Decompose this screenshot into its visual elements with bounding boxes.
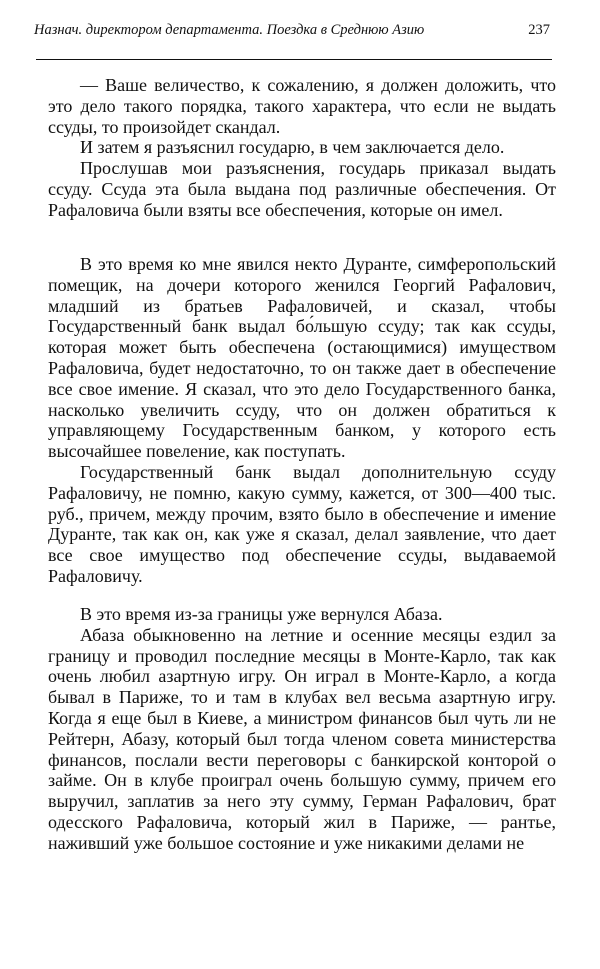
paragraph: Абаза обыкновенно на летние и осенние месяцы ездил за границу и проводил последние месяцы в Монте-Карло, так как очень любил азартную игру. Он играл в Монте-Карло, а когда бывал в Париже, то и там в клубах вел весьма азартную игру. Когда я еще был в Киеве, а министром финансов был чуть ли не Рейтерн, Абазу, который был тогда членом совета министерства финансов, послали вести переговоры с банкирской конторой о займе. Он в клубе проиграл очень большую сумму, причем его выручил, заплатив за него эту сумму, Герман Рафалович, брат одесского Рафаловича, который жил в Париже, — рантье, наживший уже большое состояние и уже никакими делами не [48,624,556,853]
paragraph: Прослушав мои разъяснения, государь приказал выдать ссуду. Ссуда эта была выдана под различные обеспечения. От Рафаловича были взяты все обеспечения, которые он имел. [48,158,556,220]
paragraph: Государственный банк выдал дополнительную ссуду Рафаловичу, не помню, какую сумму, кажется, от 300—400 тыс. руб., причем, между прочим, взято было в обеспечение и имение Дуранте, так как он, как уже я сказал, делал заявление, что дает все свое имущество под обеспечение ссуды, выдаваемой Рафаловичу. [48,461,556,586]
header-rule [36,59,552,60]
paragraph: В это время из-за границы уже вернулся Абаза. [80,604,443,624]
text-block-audience [48,75,556,221]
paragraph: И затем я разъяснил государю, в чем заключается дело. [80,137,505,158]
paragraph: В это время ко мне явился некто Дуранте, симферопольский помещик, на дочери которого женился Георгий Рафалович, младший из братьев Рафаловичей, и сказал, чтобы Государственный банк выдал бо́льшую ссуду; так как ссуды, которая может быть обеспечена (остающимися) имуществом Рафаловича, будет недостаточно, то он также дает в обеспечение все свое имение. Я сказал, что это дело Государственного банка, насколько увеличить ссуду, что он должен обратиться к управляющему Государственным банком, у которого есть высочайшее повеление, как поступать. [48,254,556,462]
paragraph: — Ваше величество, к сожалению, я должен доложить, что это дело такого порядка, такого характера, что если не выдать ссуды, то произойдет скандал. [48,75,556,137]
text-block-abaza [48,604,556,854]
text-block-durante [48,254,556,587]
page-number: 237 [528,22,550,38]
running-title: Назнач. директором департамента. Поездка в Среднюю Азию [34,22,425,38]
